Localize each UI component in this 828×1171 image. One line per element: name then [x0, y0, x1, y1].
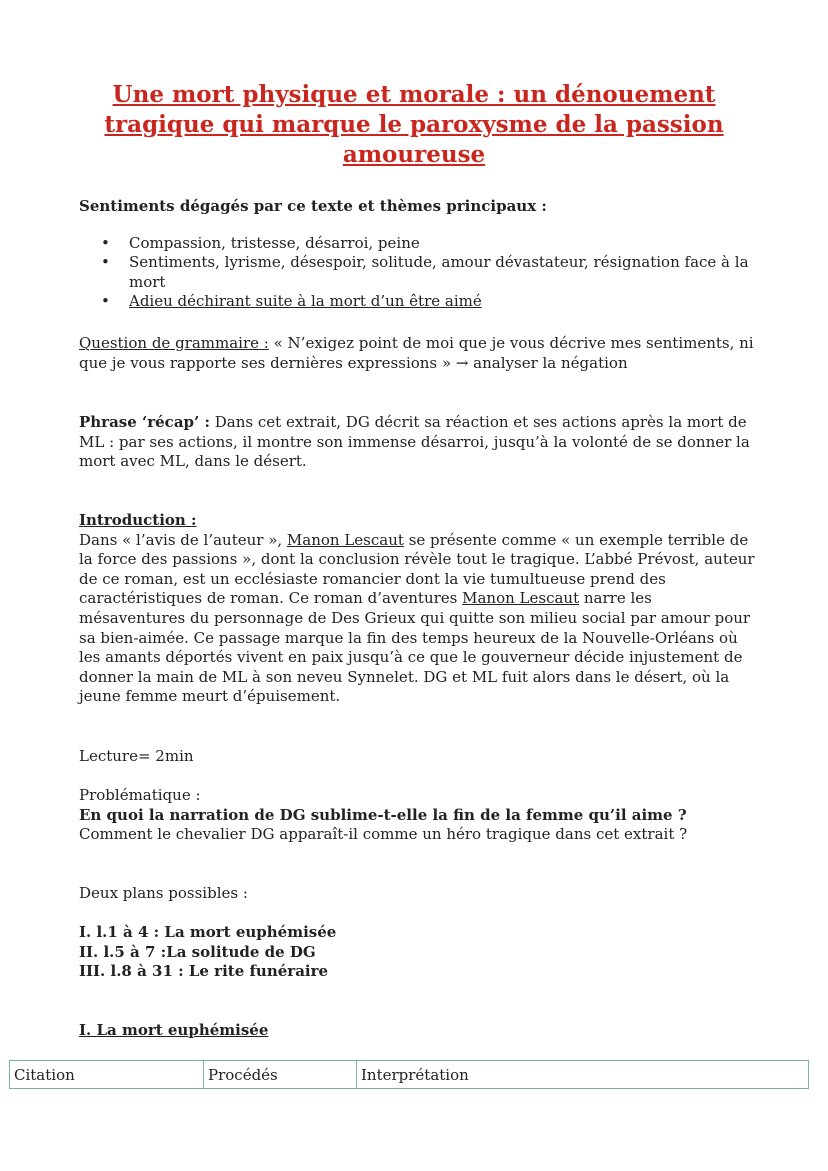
table-header-row	[10, 1061, 809, 1089]
list-item-text: Compassion, tristesse, désarroi, peine	[129, 233, 420, 252]
problematique-section	[79, 786, 759, 845]
plans-label: Deux plans possibles :	[79, 884, 248, 902]
grammar-label: Question de grammaire :	[79, 334, 269, 352]
problematique-label: Problématique :	[79, 786, 201, 804]
bullet-icon: •	[101, 253, 110, 272]
introduction-section	[79, 511, 759, 707]
problematique-question-1: En quoi la narration de DG sublime-t-elle la fin de la femme qu’il aime ?	[79, 805, 687, 824]
intro-text: se présente comme « un exemple terrible de la force des passions », dont la conclusion révèle tout le tragique. L’abbé Prévost, auteur de ce roman, est un ecclésiaste romancier dont la vie tumultueuse prend des caractéristiques de roman. Ce roman d’aventures	[79, 530, 755, 608]
introduction-paragraph	[79, 531, 759, 707]
intro-text: Dans « l’avis de l’auteur »,	[79, 530, 287, 549]
plan-item: III. l.8 à 31 : Le rite funéraire	[79, 962, 329, 981]
plan-item: II. l.5 à 7 :La solitude de DG	[79, 942, 316, 961]
list-item-text: Adieu déchirant suite à la mort d’un être aimé	[129, 292, 482, 311]
grammar-paragraph	[79, 334, 759, 373]
column-header-citation: Citation	[10, 1061, 204, 1089]
grammar-text: « N’exigez point de moi que je vous décrive mes sentiments, ni que je vous rapporte ses dernières expressions » → analyser la négation	[79, 334, 754, 372]
work-title: Manon Lescaut	[286, 530, 404, 549]
column-header-interpretation: Interprétation	[357, 1061, 809, 1089]
bullet-icon: •	[101, 292, 110, 311]
list-item	[79, 234, 759, 254]
list-item	[79, 292, 759, 312]
introduction-heading: Introduction :	[79, 511, 197, 529]
bullet-icon: •	[101, 233, 110, 252]
problematique-question-2: Comment le chevalier DG apparaît-il comme un héro tragique dans cet extrait ?	[79, 825, 688, 844]
lecture-line: Lecture= 2min	[79, 747, 194, 765]
sentiments-list	[79, 234, 759, 312]
section-heading: I. La mort euphémisée	[79, 1021, 269, 1039]
recap-label: Phrase ‘récap’ :	[79, 413, 211, 431]
plan-item: I. l.1 à 4 : La mort euphémisée	[79, 923, 337, 941]
recap-text: Dans cet extrait, DG décrit sa réaction et ses actions après la mort de ML : par ses actions, il montre son immense désarroi, jusqu’à la volonté de se donner la mort avec ML, dans le désert.	[79, 413, 750, 471]
sentiments-section	[79, 197, 759, 312]
column-header-procedes: Procédés	[204, 1061, 357, 1089]
list-item-text: Sentiments, lyrisme, désespoir, solitude, amour dévastateur, résignation face à la mort	[129, 253, 749, 291]
analysis-table	[9, 1060, 809, 1089]
list-item	[79, 253, 759, 292]
sentiments-heading: Sentiments dégagés par ce texte et thèmes principaux :	[79, 197, 547, 215]
intro-text: narre les mésaventures du personnage de Des Grieux qui quitte son milieu social par amour pour sa bien-aimée. Ce passage marque la fin des temps heureux de la Nouvelle-Orléans où les amants déportés vivent en paix jusqu’à ce que le gouverneur décide injustement de donner la main de ML à son neveu Synnelet. DG et ML fuit alors dans le désert, où la jeune femme meurt d’épuisement.	[79, 589, 751, 706]
plans-list	[79, 923, 759, 982]
work-title: Manon Lescaut	[462, 589, 580, 608]
recap-paragraph	[79, 413, 759, 472]
page-title: Une mort physique et morale : un dénouement tragique qui marque le paroxysme de la passion amoureuse	[104, 81, 724, 168]
